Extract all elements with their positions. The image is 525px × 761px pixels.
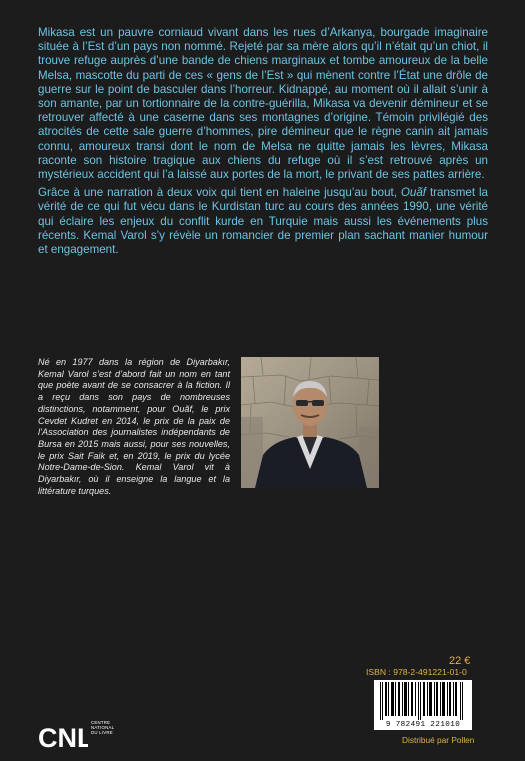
isbn: ISBN : 978-2-491221-01-0 xyxy=(366,667,467,677)
cnl-logo-text: CNL xyxy=(38,723,88,753)
barcode-digits: 9 782491 221010 xyxy=(385,721,461,729)
author-portrait-illustration xyxy=(241,357,379,488)
price: 22 € xyxy=(449,655,471,667)
cnl-logo-icon xyxy=(38,716,88,754)
synopsis-paragraph-2: Grâce à une narration à deux voix qui tient en haleine jusqu’au bout, Ouãf transmet la vérité de ce qui fut vécu dans le Kurdistan turc au cours des années 1990, une vérité qui éclaire les enjeux du conflit kurde en Turquie mais aussi les événements plus récents. Kemal Varol s’y révèle un romancier de premier plan sachant manier humour et engagement. xyxy=(38,186,488,257)
distributor: Distribué par Pollen xyxy=(402,735,475,745)
book-title: Ouãf xyxy=(400,186,427,200)
barcode-bars-icon xyxy=(374,680,472,720)
cnl-logo xyxy=(38,716,88,759)
synopsis xyxy=(38,26,488,261)
cnl-caption: CENTRE NATIONAL DU LIVRE xyxy=(91,720,115,735)
author-photo xyxy=(241,357,379,488)
author-bio: Né en 1977 dans la région de Diyarbakır, Kemal Varol s’est d’abord fait un nom en tant que poète avant de se consacrer à la fiction. Il a reçu dans son pays de nombreuses distinctions, notamment, pour Ouãf, le prix Cevdet Kudret en 2014, le prix de la paix de l’Association des journalistes indépendants de Bursa en 2015 mais aussi, pour ses nouvelles, le prix Sait Faik et, en 2019, le prix du lycée Notre-Dame-de-Sion. Kemal Varol vit à Diyarbakır, où il enseigne la langue et la littérature turques. xyxy=(38,357,230,496)
synopsis-paragraph-1: Mikasa est un pauvre corniaud vivant dans les rues d’Arkanya, bourgade imaginaire située à l’Est d’un pays non nommé. Rejeté par sa mère alors qu’il n’était qu’un chiot, il trouve refuge auprès d’une bande de chiens marginaux et tombe amoureux de la belle Melsa, mascotte du parti de ces « gens de l’Est » qui mènent contre l’État une drôle de guerre sur le point de basculer dans l’horreur. Kidnappé, au moment où il allait s’unir à son amante, par un tortionnaire de la contre-guérilla, Mikasa va devenir démineur et se retrouver affecté à une caserne dans ses montagnes d’origine. Témoin privilégié des atrocités de cette sale guerre d’hommes, pire démineur que le règne canin ait jamais connu, amoureux transi dont le nom de Melsa ne quitte jamais les lèvres, Mikasa raconte son histoire tragique aux chiens du refuge où il s’est retrouvé après un mystérieux accident qui l’a laissé aux portes de la mort, le privant de ses pattes arrière. xyxy=(38,26,488,182)
